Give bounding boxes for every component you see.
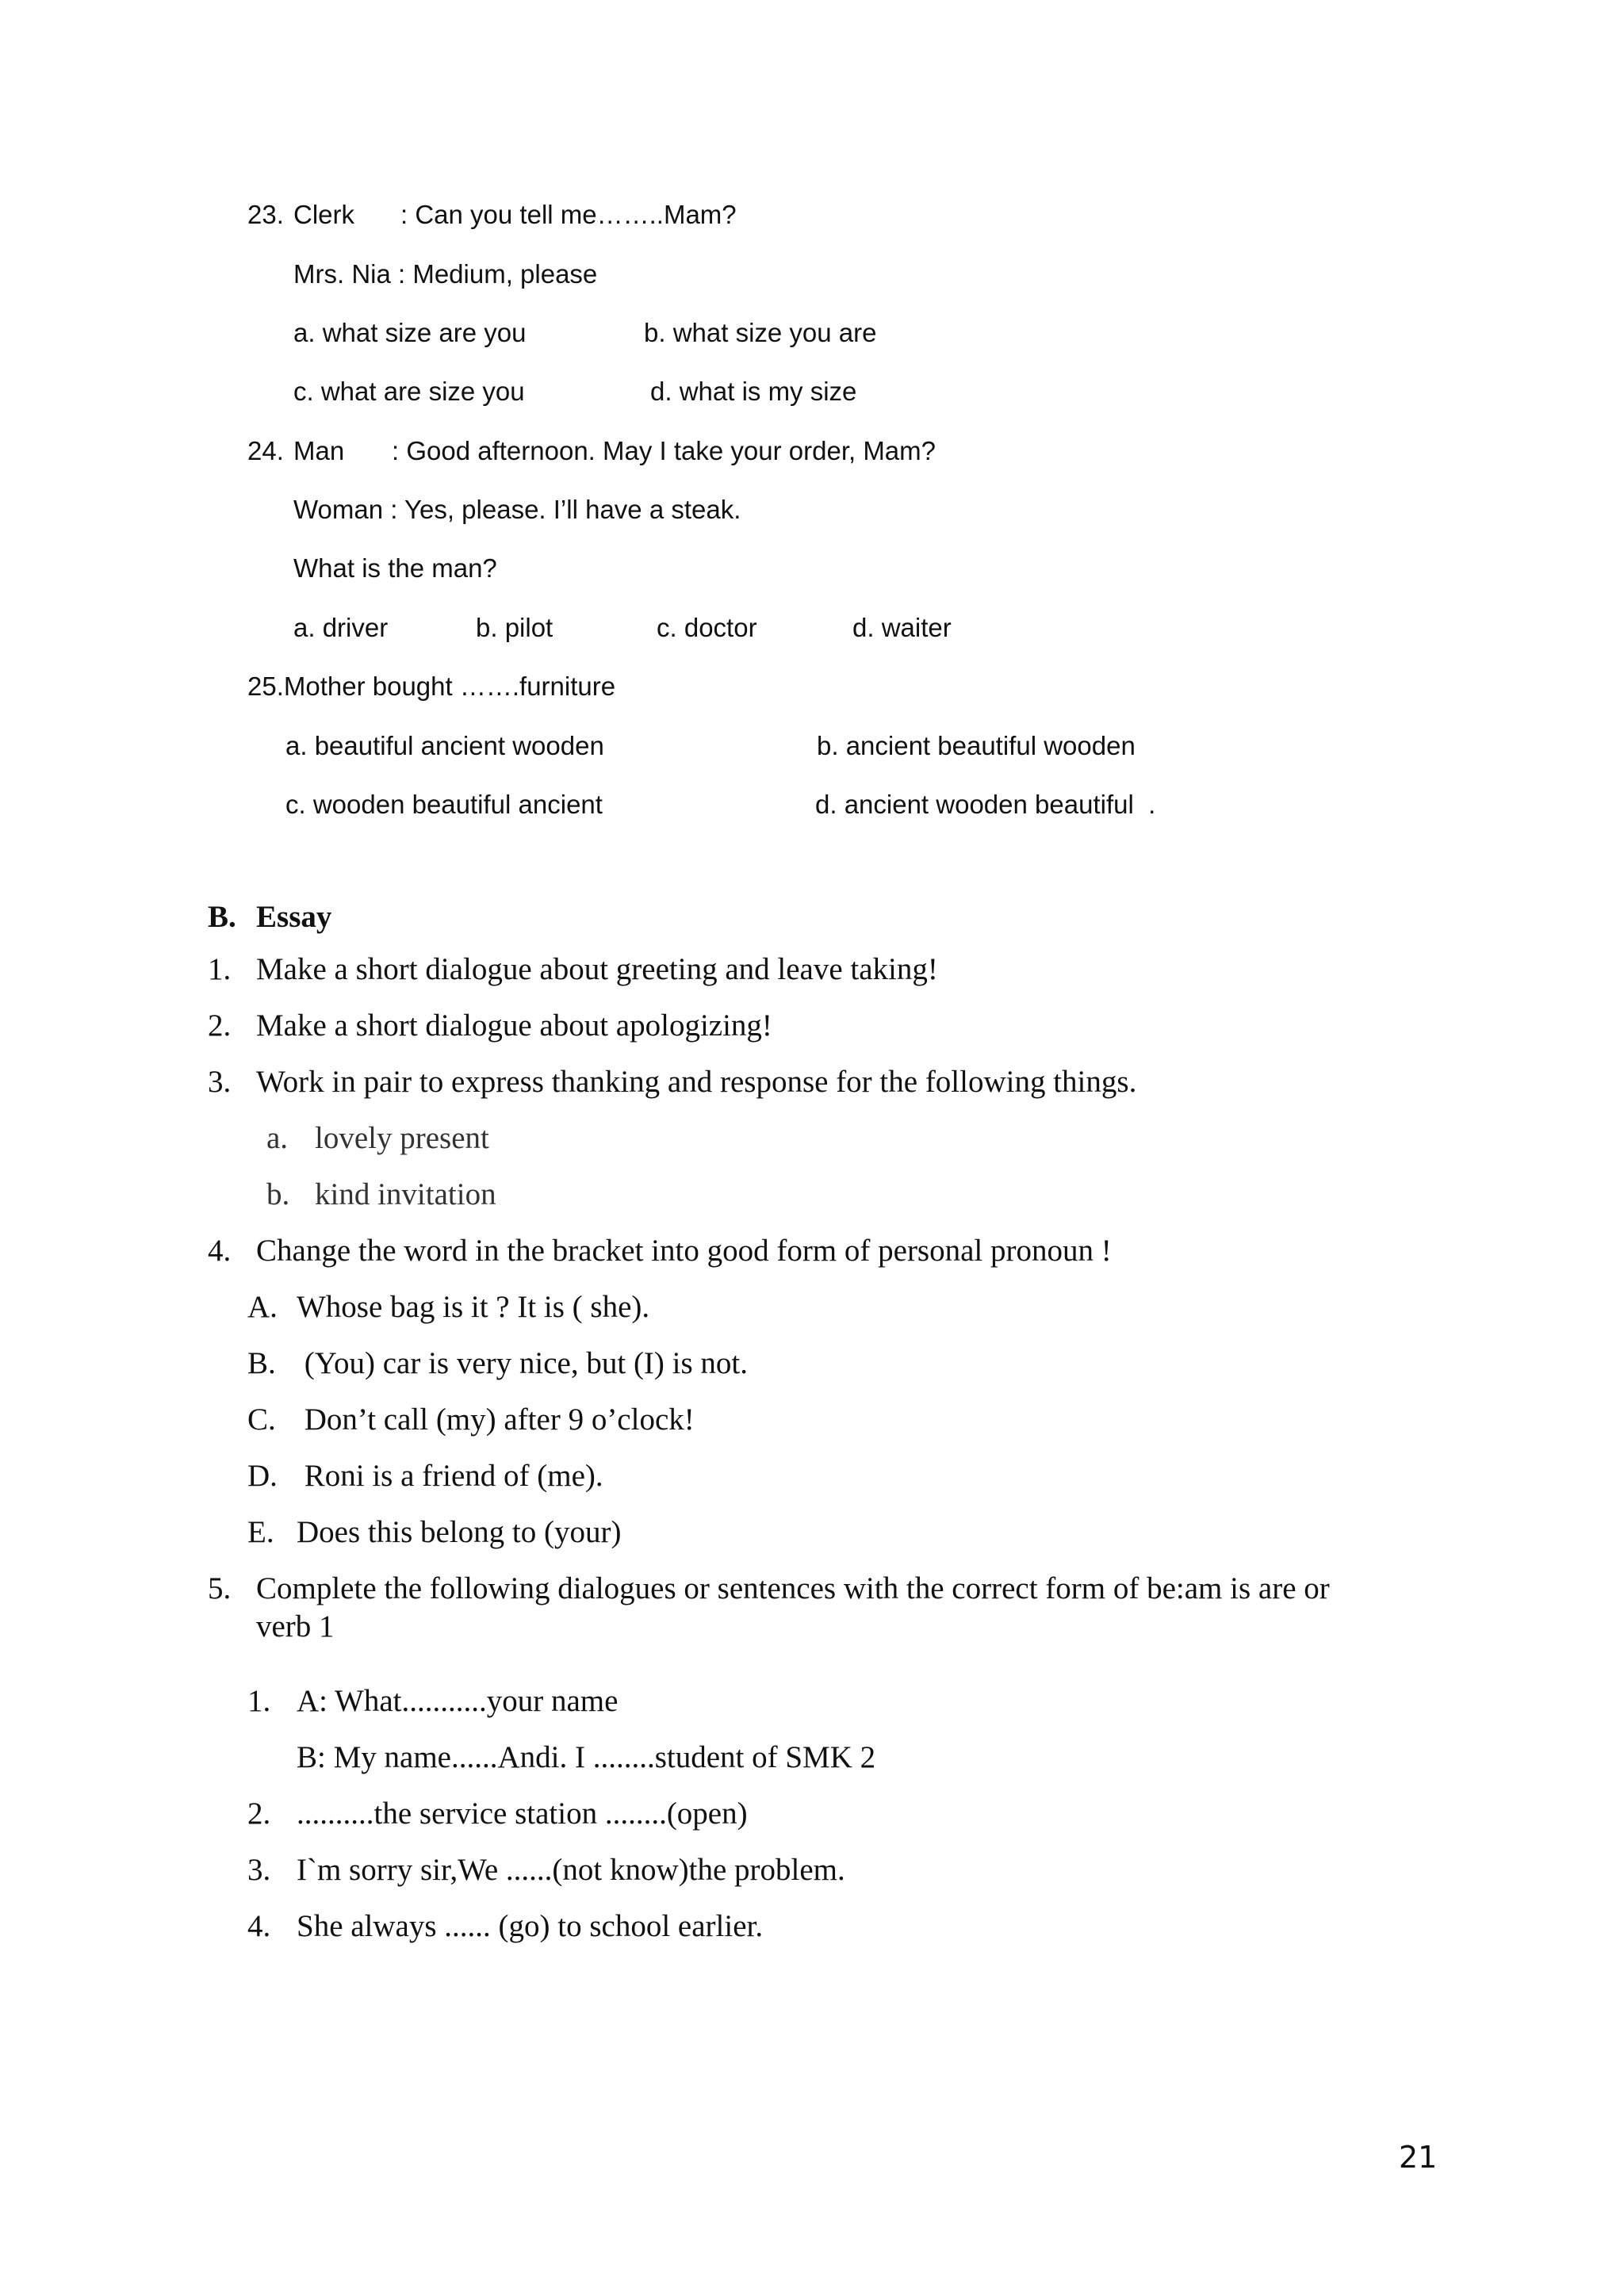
- essay-item-number: 4.: [208, 1234, 232, 1268]
- page-number: 21: [1399, 2140, 1438, 2175]
- sub-item-text: (You) car is very nice, but (I) is not.: [297, 1346, 749, 1380]
- dialogue-line: : Good afternoon. May I take your order, Mam?: [392, 436, 936, 465]
- option-b: b. pilot: [476, 613, 553, 642]
- question-number: 24.: [247, 436, 284, 465]
- option-b: b. what size you are: [644, 318, 877, 347]
- section-heading: Essay: [256, 900, 332, 934]
- essay-item-number: 1.: [208, 952, 232, 986]
- sub-item-letter: D.: [247, 1459, 278, 1493]
- sub-item-number: 1.: [247, 1684, 271, 1718]
- sub-item-text: A: What...........your name: [297, 1684, 619, 1718]
- essay-item-text: Make a short dialogue about apologizing!: [256, 1008, 772, 1043]
- option-c: c. wooden beautiful ancient: [285, 790, 603, 819]
- essay-item-number: 3.: [208, 1065, 232, 1099]
- essay-item-text: Change the word in the bracket into good form of personal pronoun !: [256, 1234, 1112, 1268]
- sub-item-text: Don’t call (my) after 9 o’clock!: [297, 1402, 695, 1437]
- question-text: What is the man?: [293, 553, 497, 583]
- dialogue-line: Woman : Yes, please. I’ll have a steak.: [293, 495, 741, 524]
- question-number: 23.: [247, 200, 284, 229]
- sub-item-text: ..........the service station ........(open): [297, 1797, 748, 1831]
- essay-item-number: 2.: [208, 1008, 232, 1043]
- sub-item-text: I`m sorry sir,We ......(not know)the problem.: [297, 1853, 845, 1887]
- sub-item-text: kind invitation: [315, 1177, 496, 1211]
- sub-item-text: B: My name......Andi. I ........student of SMK 2: [297, 1740, 876, 1774]
- sub-item-text: Whose bag is it ? It is ( she).: [297, 1290, 650, 1324]
- sub-item-letter: B.: [247, 1346, 276, 1380]
- speaker-label: Man: [293, 436, 345, 465]
- essay-item-text: Complete the following dialogues or sentences with the correct form of be:am is are or: [256, 1571, 1330, 1605]
- option-c: c. what are size you: [293, 377, 525, 406]
- sub-item-letter: a.: [266, 1121, 289, 1155]
- sub-item-letter: b.: [266, 1177, 290, 1211]
- sub-item-number: 3.: [247, 1853, 271, 1887]
- sub-item-letter: C.: [247, 1402, 276, 1437]
- sub-item-letter: E.: [247, 1515, 274, 1549]
- option-c: c. doctor: [657, 613, 757, 642]
- sub-item-text: Does this belong to (your): [297, 1515, 622, 1549]
- section-letter: B.: [208, 900, 236, 934]
- sub-item-text: She always ...... (go) to school earlier.: [297, 1909, 764, 1943]
- option-d: d. ancient wooden beautiful .: [815, 790, 1156, 819]
- option-b: b. ancient beautiful wooden: [817, 731, 1136, 760]
- speaker-label: Clerk: [293, 200, 355, 229]
- sub-item-number: 4.: [247, 1909, 271, 1943]
- sub-item-text: Roni is a friend of (me).: [297, 1459, 603, 1493]
- option-d: d. waiter: [852, 613, 952, 642]
- option-a: a. beautiful ancient wooden: [285, 731, 604, 760]
- essay-item-text: Work in pair to express thanking and response for the following things.: [256, 1065, 1137, 1099]
- option-a: a. what size are you: [293, 318, 527, 347]
- sub-item-number: 2.: [247, 1797, 271, 1831]
- dialogue-line: : Can you tell me……..Mam?: [400, 200, 737, 229]
- option-a: a. driver: [293, 613, 389, 642]
- sub-item-text: lovely present: [315, 1121, 489, 1155]
- option-d: d. what is my size: [650, 377, 857, 406]
- essay-item-text-continued: verb 1: [256, 1609, 335, 1644]
- dialogue-line: Mrs. Nia : Medium, please: [293, 259, 598, 289]
- essay-item-number: 5.: [208, 1571, 232, 1605]
- question-stem: 25.Mother bought …….furniture: [247, 672, 616, 701]
- sub-item-letter: A.: [247, 1290, 278, 1324]
- essay-item-text: Make a short dialogue about greeting and leave taking!: [256, 952, 938, 986]
